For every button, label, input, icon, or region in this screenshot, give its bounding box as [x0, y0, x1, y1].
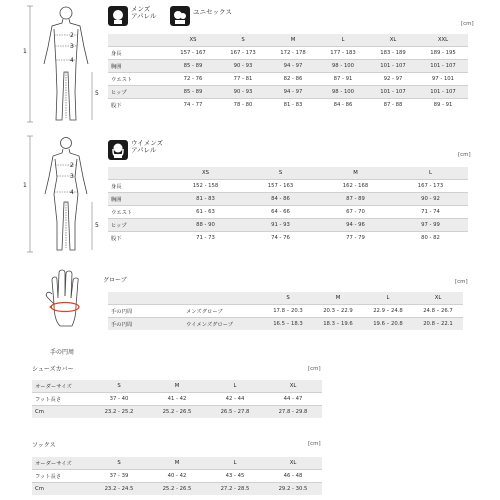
- size-value-cell: 81 - 83: [168, 193, 243, 206]
- size-value-cell: 177 - 183: [318, 47, 368, 60]
- row-type-label: メンズグローブ: [183, 305, 263, 318]
- table-row: [32, 393, 322, 406]
- table-row: [108, 219, 468, 232]
- mens-figure-number-1: 1: [23, 48, 27, 55]
- row-label: 股下: [108, 232, 168, 245]
- size-header-m: M: [313, 292, 363, 305]
- size-value-cell: 27.2 - 28.5: [206, 483, 264, 496]
- size-value-cell: 152 - 158: [168, 180, 243, 193]
- size-value-cell: 84 - 86: [318, 99, 368, 112]
- row-label: 身長: [108, 47, 168, 60]
- size-value-cell: 43 - 45: [206, 470, 264, 483]
- table-row: [108, 193, 468, 206]
- table-row: [108, 318, 463, 331]
- size-value-cell: 101 - 107: [418, 60, 468, 73]
- row-label: 手の円周: [108, 305, 183, 318]
- size-value-cell: 85 - 89: [168, 86, 218, 99]
- socks-title: ソックス: [32, 442, 56, 449]
- row-label: ウエスト: [108, 206, 168, 219]
- size-value-cell: 16.5 – 18.3: [263, 318, 313, 331]
- size-value-cell: 61 - 63: [168, 206, 243, 219]
- size-value-cell: 26.5 - 27.8: [206, 406, 264, 419]
- size-value-cell: 98 - 100: [318, 60, 368, 73]
- size-value-cell: 78 - 80: [218, 99, 268, 112]
- size-value-cell: 172 - 178: [268, 47, 318, 60]
- size-value-cell: 74 - 77: [168, 99, 218, 112]
- order-size-header: オーダーサイズ: [32, 380, 90, 393]
- shoe-cover-title: シューズカバー: [32, 366, 74, 373]
- size-value-cell: 19.6 – 20.8: [363, 318, 413, 331]
- table-row: [32, 406, 322, 419]
- size-value-cell: 80 - 82: [393, 232, 468, 245]
- size-value-cell: 94 - 97: [268, 60, 318, 73]
- size-header-s: S: [90, 380, 148, 393]
- shoe_cover-header-row: [32, 380, 322, 393]
- order-size-header: オーダーサイズ: [32, 457, 90, 470]
- size-value-cell: 27.8 - 29.8: [264, 406, 322, 419]
- size-value-cell: 189 - 195: [418, 47, 468, 60]
- mens-body-figure: [22, 2, 102, 127]
- glove-unit: [cm]: [455, 279, 468, 285]
- size-value-cell: 97 - 99: [393, 219, 468, 232]
- size-value-cell: 183 - 189: [368, 47, 418, 60]
- size-header-xxl: XXL: [418, 34, 468, 47]
- size-value-cell: 71 - 73: [168, 232, 243, 245]
- header-blank-cell: [108, 34, 168, 47]
- size-value-cell: 92 - 97: [368, 73, 418, 86]
- womens-figure-number-3: 3: [70, 173, 74, 180]
- size-value-cell: 167 - 173: [393, 180, 468, 193]
- row-label: ウエスト: [108, 73, 168, 86]
- size-value-cell: 18.3 – 19.6: [313, 318, 363, 331]
- size-value-cell: 20.3 – 22.9: [313, 305, 363, 318]
- size-value-cell: 20.8 – 22.1: [413, 318, 463, 331]
- shoe-cover-size-table: [32, 380, 322, 418]
- hand-figure: [40, 268, 90, 332]
- table-row: [32, 470, 322, 483]
- size-value-cell: 41 - 42: [148, 393, 206, 406]
- unisex-icon: [170, 6, 190, 26]
- glove-size-table: [108, 292, 463, 330]
- table-row: [108, 206, 468, 219]
- mens-figure-number-4: 4: [70, 57, 74, 64]
- header-blank-cell: [108, 167, 168, 180]
- mens-figure-number-3: 3: [70, 43, 74, 50]
- size-value-cell: 23.2 - 24.5: [90, 483, 148, 496]
- row-label: 股下: [108, 99, 168, 112]
- size-value-cell: 101 - 107: [368, 60, 418, 73]
- size-value-cell: 81 - 83: [268, 99, 318, 112]
- size-header-s: S: [243, 167, 318, 180]
- size-value-cell: 101 - 107: [418, 86, 468, 99]
- womens-figure-number-5: 5: [95, 222, 99, 229]
- table-row: [108, 73, 468, 86]
- size-value-cell: 77 - 81: [218, 73, 268, 86]
- size-value-cell: 29.2 - 30.5: [264, 483, 322, 496]
- unisex-label: ユニセックス: [193, 8, 232, 16]
- size-value-cell: 44 - 47: [264, 393, 322, 406]
- row-label: 身長: [108, 180, 168, 193]
- size-value-cell: 94 - 97: [268, 86, 318, 99]
- size-header-xl: XL: [413, 292, 463, 305]
- mens-header-row: [108, 34, 468, 47]
- size-header-xs: XS: [168, 34, 218, 47]
- size-value-cell: 42 - 44: [206, 393, 264, 406]
- table-row: [108, 47, 468, 60]
- size-value-cell: 90 - 93: [218, 86, 268, 99]
- socks-unit: [cm]: [308, 441, 321, 447]
- row-label: 手の円周: [108, 318, 183, 331]
- womens-apparel-icon: [108, 140, 128, 160]
- size-value-cell: 157 - 163: [243, 180, 318, 193]
- size-header-m: M: [148, 380, 206, 393]
- size-value-cell: 37 - 39: [90, 470, 148, 483]
- mens-apparel-label: メンズ アパレル: [131, 5, 157, 20]
- size-value-cell: 94 - 96: [318, 219, 393, 232]
- row-label: ヒップ: [108, 219, 168, 232]
- size-value-cell: 24.8 – 26.7: [413, 305, 463, 318]
- size-value-cell: 88 - 90: [168, 219, 243, 232]
- size-value-cell: 82 - 86: [268, 73, 318, 86]
- row-label: フット長さ: [32, 470, 90, 483]
- glove-header-row: [108, 292, 463, 305]
- socks-size-table: [32, 457, 322, 495]
- row-label: 胸囲: [108, 193, 168, 206]
- mens-apparel-icon: [108, 6, 128, 26]
- hand-circumference-caption: 手の円周: [50, 349, 75, 356]
- size-header-xl: XL: [264, 380, 322, 393]
- size-value-cell: 46 - 48: [264, 470, 322, 483]
- size-value-cell: 89 - 91: [418, 99, 468, 112]
- womens-unit: [cm]: [458, 152, 471, 158]
- mens-figure-number-5: 5: [95, 90, 99, 97]
- size-value-cell: 85 - 89: [168, 60, 218, 73]
- size-value-cell: 17.8 – 20.3: [263, 305, 313, 318]
- size-value-cell: 67 - 70: [318, 206, 393, 219]
- size-header-m: M: [148, 457, 206, 470]
- size-value-cell: 37 - 40: [90, 393, 148, 406]
- size-header-s: S: [90, 457, 148, 470]
- size-value-cell: 71 - 74: [393, 206, 468, 219]
- size-value-cell: 98 - 100: [318, 86, 368, 99]
- size-header-s: S: [263, 292, 313, 305]
- size-header-xs: XS: [168, 167, 243, 180]
- socks-header-row: [32, 457, 322, 470]
- mens-figure-number-2: 2: [70, 32, 74, 39]
- header-blank-cell: [108, 292, 183, 305]
- size-header-m: M: [268, 34, 318, 47]
- size-value-cell: 25.2 - 26.5: [148, 483, 206, 496]
- table-row: [108, 180, 468, 193]
- row-label: 胸囲: [108, 60, 168, 73]
- header-blank-cell: [183, 292, 263, 305]
- size-value-cell: 91 - 93: [243, 219, 318, 232]
- size-value-cell: 90 - 93: [218, 60, 268, 73]
- womens-figure-number-1: 1: [23, 182, 27, 189]
- womens-size-table: [108, 167, 468, 244]
- size-value-cell: 90 - 92: [393, 193, 468, 206]
- womens-body-figure: [22, 132, 102, 257]
- size-value-cell: 97 - 101: [418, 73, 468, 86]
- table-row: [108, 99, 468, 112]
- size-value-cell: 74 - 76: [243, 232, 318, 245]
- size-header-l: L: [206, 457, 264, 470]
- size-value-cell: 23.2 - 25.2: [90, 406, 148, 419]
- size-value-cell: 87 - 91: [318, 73, 368, 86]
- size-header-xl: XL: [368, 34, 418, 47]
- size-header-l: L: [318, 34, 368, 47]
- size-value-cell: 167 - 173: [218, 47, 268, 60]
- womens-apparel-label: ウイメンズ アパレル: [131, 139, 164, 154]
- size-header-l: L: [363, 292, 413, 305]
- size-header-l: L: [393, 167, 468, 180]
- size-value-cell: 64 - 66: [243, 206, 318, 219]
- womens-header-row: [108, 167, 468, 180]
- row-label: Cm: [32, 483, 90, 496]
- mens-unit: [cm]: [461, 21, 474, 27]
- size-header-s: S: [218, 34, 268, 47]
- glove-title: グローブ: [103, 277, 127, 284]
- mens-size-table: [108, 34, 468, 111]
- size-value-cell: 101 - 107: [368, 86, 418, 99]
- row-label: フット長さ: [32, 393, 90, 406]
- table-row: [32, 483, 322, 496]
- size-value-cell: 22.9 – 24.8: [363, 305, 413, 318]
- size-value-cell: 40 - 42: [148, 470, 206, 483]
- row-label: Cm: [32, 406, 90, 419]
- size-value-cell: 87 - 89: [318, 193, 393, 206]
- size-header-l: L: [206, 380, 264, 393]
- shoe-cover-unit: [cm]: [308, 366, 321, 372]
- size-header-m: M: [318, 167, 393, 180]
- size-value-cell: 72 - 76: [168, 73, 218, 86]
- size-value-cell: 157 - 167: [168, 47, 218, 60]
- size-value-cell: 77 - 79: [318, 232, 393, 245]
- table-row: [108, 60, 468, 73]
- table-row: [108, 232, 468, 245]
- womens-figure-number-4: 4: [70, 189, 74, 196]
- size-value-cell: 162 - 168: [318, 180, 393, 193]
- table-row: [108, 86, 468, 99]
- size-value-cell: 25.2 - 26.5: [148, 406, 206, 419]
- size-header-xl: XL: [264, 457, 322, 470]
- size-value-cell: 87 - 88: [368, 99, 418, 112]
- womens-figure-number-2: 2: [70, 162, 74, 169]
- table-row: [108, 305, 463, 318]
- row-label: ヒップ: [108, 86, 168, 99]
- row-type-label: ウイメンズグローブ: [183, 318, 263, 331]
- size-value-cell: 84 - 86: [243, 193, 318, 206]
